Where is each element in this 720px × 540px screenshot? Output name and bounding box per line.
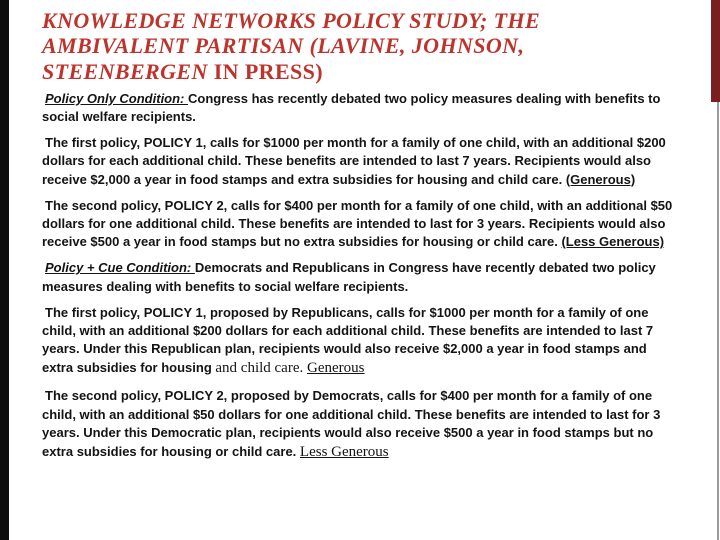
title-line	[42, 59, 678, 84]
left-edge-bar	[0, 0, 9, 540]
text-segment: (Less Generous)	[561, 234, 665, 250]
text-segment: Less Generous	[299, 443, 389, 460]
text-segment: IN PRESS)	[213, 58, 324, 84]
text-segment: and child care.	[215, 360, 307, 377]
text-segment: Policy Only Condition:	[45, 90, 188, 106]
slide-body	[42, 90, 678, 463]
body-paragraph	[42, 387, 678, 463]
text-segment: The second policy, POLICY 2, calls for $400 per month for a family of one child, with an additional $50 dollars for one additional child. These benefits are intended to last for 3 years. Recipients would also receive $500 a year in food stamps but no extra subsidies for housing or child care.	[42, 197, 673, 250]
text-segment: The second policy, POLICY 2, proposed by Democrats, calls for $400 per month for a family of one child, with an additional $50 dollars for one additional child. These benefits are intended to last for 3 years. Under this Democratic plan, recipients would also receive $500 a year in food stamps but no extra subsidies for housing or child care.	[42, 388, 661, 459]
text-segment: Generous	[307, 360, 365, 377]
body-paragraph	[42, 304, 678, 380]
text-segment: The first policy, POLICY 1, proposed by Republicans, calls for $1000 per month for a family of one child, with an additional $200 dollars for each additional child. These benefits are intended to last 7 years. Under this Republican plan, recipients would also receive $2,000 a year in food stamps and extra subsidies for housing	[42, 304, 654, 376]
text-segment: STEENBERGEN	[42, 58, 214, 84]
body-paragraph	[42, 134, 678, 189]
title-line	[42, 8, 678, 33]
text-segment: Policy + Cue Condition:	[45, 260, 195, 276]
slide-content	[42, 8, 678, 471]
text-segment: AMBIVALENT PARTISAN (LAVINE, JOHNSON,	[42, 33, 525, 59]
title-line	[42, 33, 678, 58]
body-paragraph	[42, 259, 678, 295]
body-paragraph	[42, 197, 678, 252]
body-paragraph	[42, 90, 678, 126]
right-edge-line	[717, 102, 719, 540]
right-accent-bar	[711, 0, 720, 102]
text-segment: KNOWLEDGE NETWORKS POLICY STUDY; THE	[42, 8, 541, 33]
slide-title	[42, 8, 678, 84]
text-segment: Democrats and Republicans in Congress have recently debated two policy measures dealing with benefits to social welfare recipients.	[42, 260, 656, 294]
text-segment: Congress has recently debated two policy measures dealing with benefits to social welfare recipients.	[42, 90, 661, 125]
text-segment: (Generous)	[565, 171, 636, 187]
text-segment: The first policy, POLICY 1, calls for $1000 per month for a family of one child, with an additional $200 dollars for each additional child. These benefits are intended to last 7 years. Recipients would also receive $2,000 a year in food stamps and extra subsidies for housing and child care.	[42, 135, 666, 187]
